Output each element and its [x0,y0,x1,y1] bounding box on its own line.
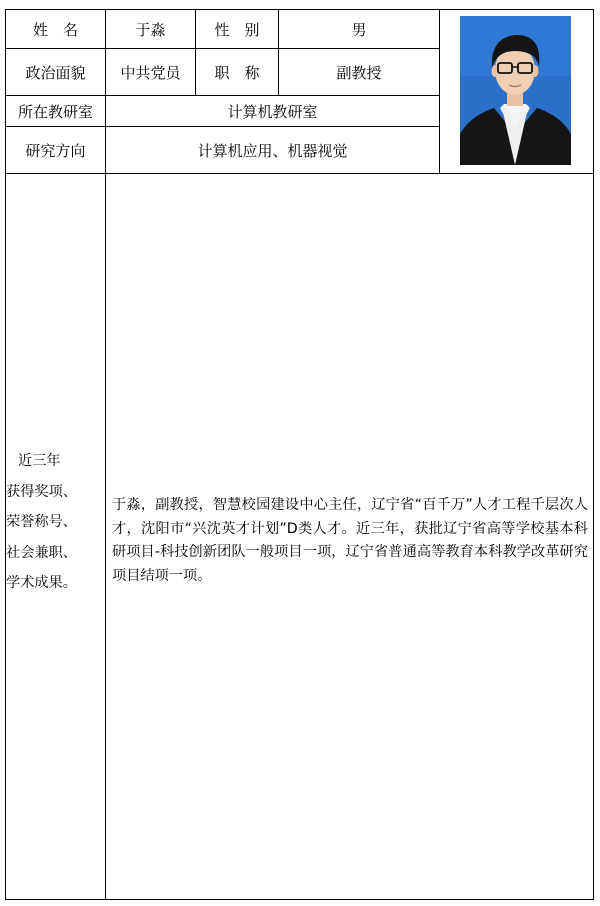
achievements-label-line: 获得奖项、 [6,483,77,500]
political-label: 政治面貌 [25,63,86,82]
office-value: 计算机教研室 [227,102,318,121]
office-label: 所在教研室 [17,102,93,121]
profile-photo [460,16,571,165]
achievements-label-line: 荣誉称号、 [6,514,77,530]
gender-label: 性 别 [214,20,260,39]
name-label: 姓 名 [32,20,78,39]
title-label: 职 称 [214,63,260,82]
research-label: 研究方向 [25,141,86,160]
gender-value: 男 [351,20,367,39]
political-value: 中共党员 [120,63,181,82]
achievements-label-line: 社会兼职、 [6,544,77,561]
achievements-label [6,446,105,599]
achievements-text: 于淼，副教授，智慧校园建设中心主任，辽宁省“百千万”人才工程千层次人才，沈阳市“兴沈英才计划”D类人才。近三年，获批辽宁省高等学校基本科研项目-科技创新团队一般项目一项，辽宁省普通高等教育本科教学改革研究项目结项一项。 [112,497,588,584]
research-value: 计算机应用、机器视觉 [197,141,348,160]
name-value: 于淼 [135,20,166,39]
achievements-label-line: 学术成果。 [6,575,77,591]
portrait-image [460,16,571,165]
title-value: 副教授 [336,63,382,82]
achievements-label-line: 近三年 [18,453,61,469]
